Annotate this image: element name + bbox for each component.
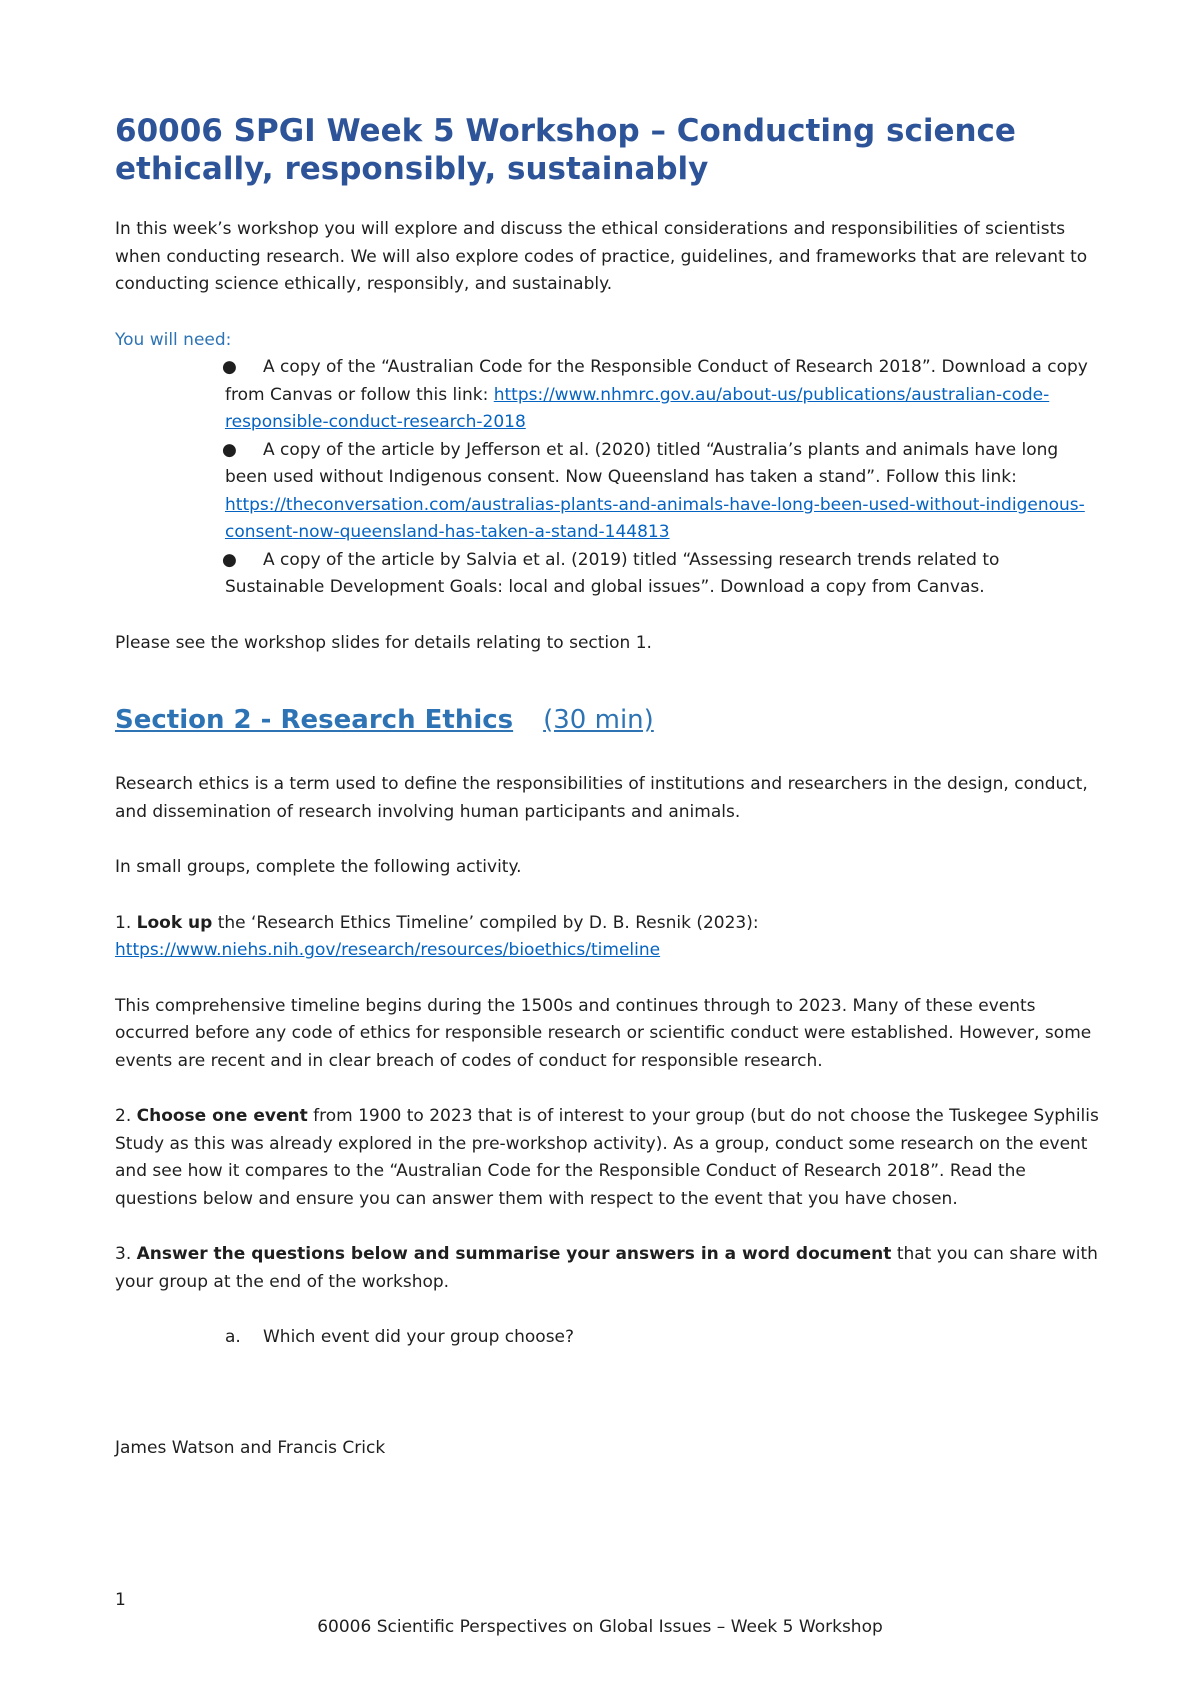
needs-list <box>115 354 1100 602</box>
page-footer: 60006 Scientific Perspectives on Global Issues – Week 5 Workshop <box>317 1617 883 1637</box>
section1-note: Please see the workshop slides for details relating to section 1. <box>115 632 652 653</box>
needs-item-text: A copy of the “Australian Code for the Responsible Conduct of Research 2018”. Download a copy from Canvas or follow this link: <box>225 357 1088 405</box>
nhmrc-code-link[interactable]: https://www.nhmrc.gov.au/about-us/publications/australian-code-responsible-conduct-research-2018 <box>225 384 1050 432</box>
research-ethics-definition: Research ethics is a term used to define the responsibilities of institutions and researchers in the design, conduct, and dissemination of research involving human participants and animals. <box>115 774 1088 822</box>
step-2-number: 2. <box>115 1106 137 1126</box>
step-2-text: from 1900 to 2023 that is of interest to your group (but do not choose the Tuskegee Syphilis Study as this was already explored in the pre-workshop activity). As a group, conduct some research on the event and see how it compares to the “Australian Code for the Responsible Conduct of Research 2018”. Read the questions below and ensure you can answer them with respect to the event that you have chosen. <box>115 1106 1099 1209</box>
niehs-timeline-link[interactable]: https://www.niehs.nih.gov/research/resources/bioethics/timeline <box>115 940 661 960</box>
step-2-lead: Choose one event <box>136 1106 308 1126</box>
step-3-number: 3. <box>115 1244 137 1264</box>
question-a <box>115 1324 1100 1352</box>
bullet-icon: ● <box>222 439 237 460</box>
you-will-need-label: You will need: <box>115 329 232 350</box>
needs-item-text: A copy of the article by Salvia et al. (2019) titled “Assessing research trends related to Sustainable Development Goals: local and global issues”. Download a copy from Canvas. <box>225 549 1000 597</box>
needs-item-text: A copy of the article by Jefferson et al. (2020) titled “Australia’s plants and animals have long been used without Indigenous consent. Now Queensland has taken a stand”. Follow this link: <box>225 439 1059 487</box>
section2-time: (30 min) <box>543 705 654 735</box>
intro-paragraph: In this week’s workshop you will explore and discuss the ethical considerations and responsibilities of scientists when conducting research. We will also explore codes of practice, guidelines, and frameworks that are relevant to conducting science ethically, responsibly, and sustainably. <box>115 219 1088 294</box>
answer-a[interactable]: James Watson and Francis Crick <box>115 1437 386 1458</box>
needs-item <box>222 354 1100 437</box>
timeline-note: This comprehensive timeline begins during the 1500s and continues through to 2023. Many of these events occurred before any code of ethics for responsible research or scientific conduct were established. However, some events are recent and in clear breach of codes of conduct for responsible research. <box>115 995 1092 1071</box>
step-1 <box>115 910 1100 965</box>
bullet-icon: ● <box>222 549 237 570</box>
section2-title: Section 2 - Research Ethics <box>115 705 514 735</box>
question-a-letter: a. <box>225 1327 241 1347</box>
page-title: 60006 SPGI Week 5 Workshop – Conducting science ethically, responsibly, sustainably <box>115 113 1016 187</box>
step-3-lead: Answer the questions below and summarise your answers in a word document <box>136 1244 892 1264</box>
page-number: 1 <box>115 1590 126 1610</box>
bullet-icon: ● <box>222 357 237 377</box>
needs-item <box>222 547 1100 602</box>
step-1-lead: Look up <box>136 912 213 933</box>
section2-heading <box>115 703 1100 737</box>
question-a-text: Which event did your group choose? <box>263 1327 575 1347</box>
step-1-number: 1. <box>115 912 137 933</box>
step-2 <box>115 1103 1100 1213</box>
document-body <box>115 112 1100 1462</box>
step-1-text: the ‘Research Ethics Timeline’ compiled by D. B. Resnik (2023): <box>212 912 759 933</box>
step-3 <box>115 1241 1100 1296</box>
activity-instruction: In small groups, complete the following activity. <box>115 857 522 877</box>
needs-item <box>222 437 1100 547</box>
step-3-text: that you can share with your group at the end of the workshop. <box>115 1244 1098 1292</box>
conversation-article-link[interactable]: https://theconversation.com/australias-plants-and-animals-have-long-been-used-without-indigenous-consent-now-queensland-has-taken-a-stand-144813 <box>225 494 1085 542</box>
